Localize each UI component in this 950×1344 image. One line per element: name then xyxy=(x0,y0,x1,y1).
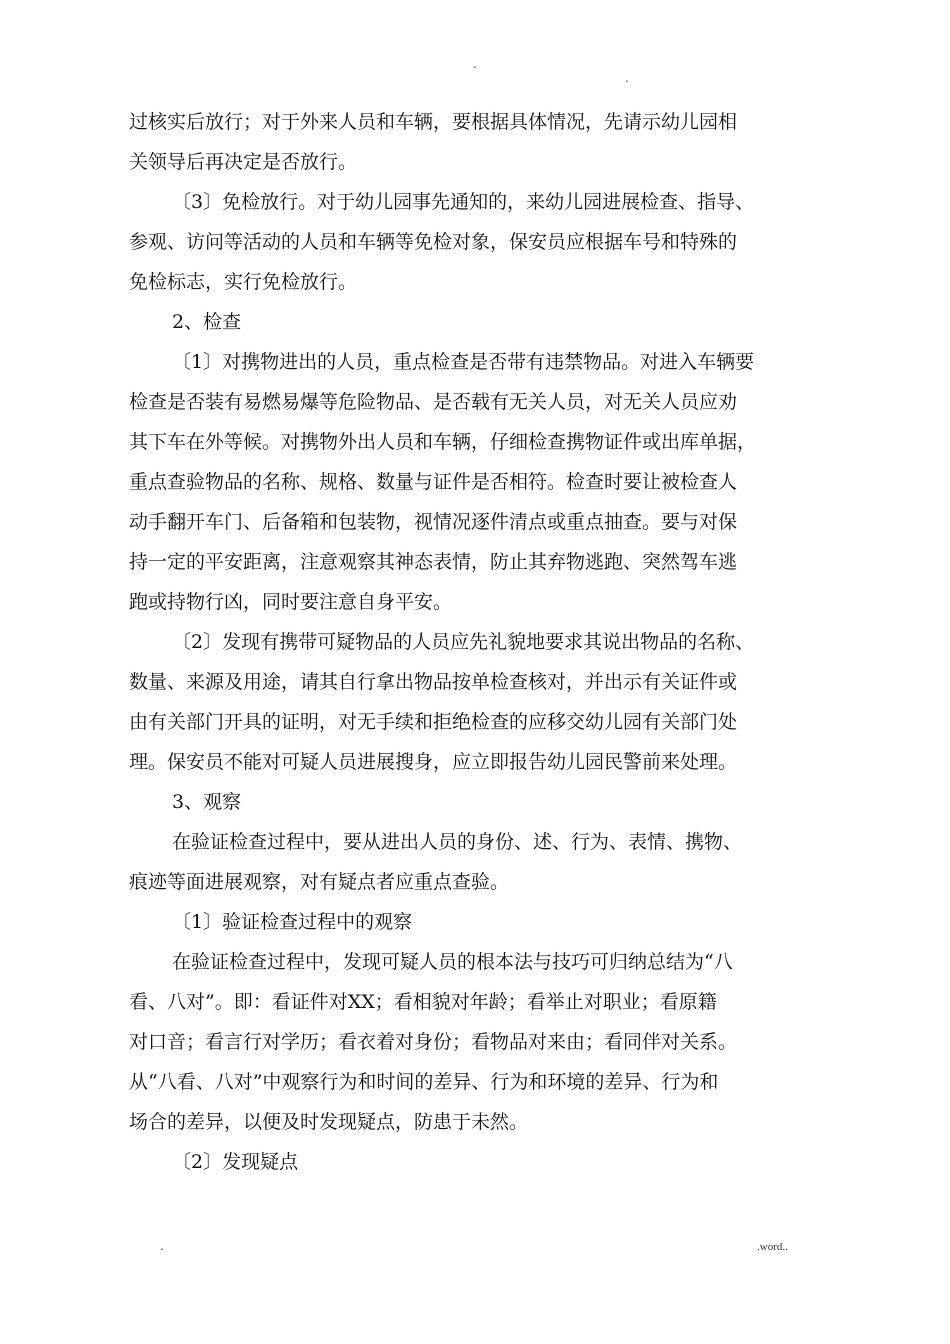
text-line: 检查是否装有易燃易爆等危险物品、是否载有无关人员，对无关人员应劝 xyxy=(129,391,738,413)
section-heading: 2、检查 xyxy=(172,311,242,333)
text-line: 对口音；看言行对学历；看衣着对身份；看物品对来由；看同伴对关系。 xyxy=(129,1031,738,1053)
text-line: 动手翻开车门、后备箱和包装物，视情况逐件清点或重点抽查。要与对保 xyxy=(129,511,738,533)
text-line: 场合的差异，以便及时发现疑点，防患于未然。 xyxy=(129,1111,529,1133)
text-line: 从“八看、八对”中观察行为和时间的差异、行为和环境的差异、行为和 xyxy=(129,1071,719,1093)
text-line: 重点查验物品的名称、规格、数量与证件是否相符。检查时要让被检查人 xyxy=(129,471,738,493)
section-heading: 3、观察 xyxy=(172,791,242,813)
text-line: 免检标志，实行免检放行。 xyxy=(129,271,358,293)
header-dot-right: . xyxy=(625,71,629,85)
subsection-heading: 〔2〕发现疑点 xyxy=(172,1151,299,1173)
footer-word: .word.. xyxy=(757,1241,788,1253)
text-line: 持一定的平安距离，注意观察其神态表情，防止其弃物逃跑、突然驾车逃 xyxy=(129,551,738,573)
text-line: 〔3〕免检放行。对于幼儿园事先通知的，来幼儿园进展检查、指导、 xyxy=(172,191,755,213)
text-line: 其下车在外等候。对携物外出人员和车辆，仔细检查携物证件或出库单据， xyxy=(129,431,757,453)
text-line: 在验证检查过程中，要从进出人员的身份、述、行为、表情、携物、 xyxy=(172,831,743,853)
text-line: 看、八对”。即：看证件对XX；看相貌对年龄；看举止对职业；看原籍 xyxy=(129,991,717,1013)
text-line: 〔1〕对携物进出的人员，重点检查是否带有违禁物品。对进入车辆要 xyxy=(172,351,755,373)
text-line: 由有关部门开具的证明，对无手续和拒绝检查的应移交幼儿园有关部门处 xyxy=(129,711,738,733)
header-dot-left: . xyxy=(473,57,477,71)
text-line: 参观、访问等活动的人员和车辆等免检对象，保安员应根据车号和特殊的 xyxy=(129,231,738,253)
text-line: 数量、来源及用途，请其自行拿出物品按单检查核对，并出示有关证件或 xyxy=(129,671,738,693)
subsection-heading: 〔1〕验证检查过程中的观察 xyxy=(172,911,413,933)
text-line: 痕迹等面进展观察，对有疑点者应重点查验。 xyxy=(129,871,510,893)
text-line: 过核实后放行；对于外来人员和车辆，要根据具体情况，先请示幼儿园相 xyxy=(129,111,738,133)
text-line: 〔2〕发现有携带可疑物品的人员应先礼貌地要求其说出物品的名称、 xyxy=(172,631,755,653)
footer-dot: . xyxy=(160,1239,164,1253)
text-line: 跑或持物行凶，同时要注意自身平安。 xyxy=(129,591,453,613)
text-line: 在验证检查过程中，发现可疑人员的根本法与技巧可归纳总结为“八 xyxy=(172,951,733,973)
text-line: 关领导后再决定是否放行。 xyxy=(129,151,358,173)
text-line: 理。保安员不能对可疑人员进展搜身，应立即报告幼儿园民警前来处理。 xyxy=(129,751,738,773)
